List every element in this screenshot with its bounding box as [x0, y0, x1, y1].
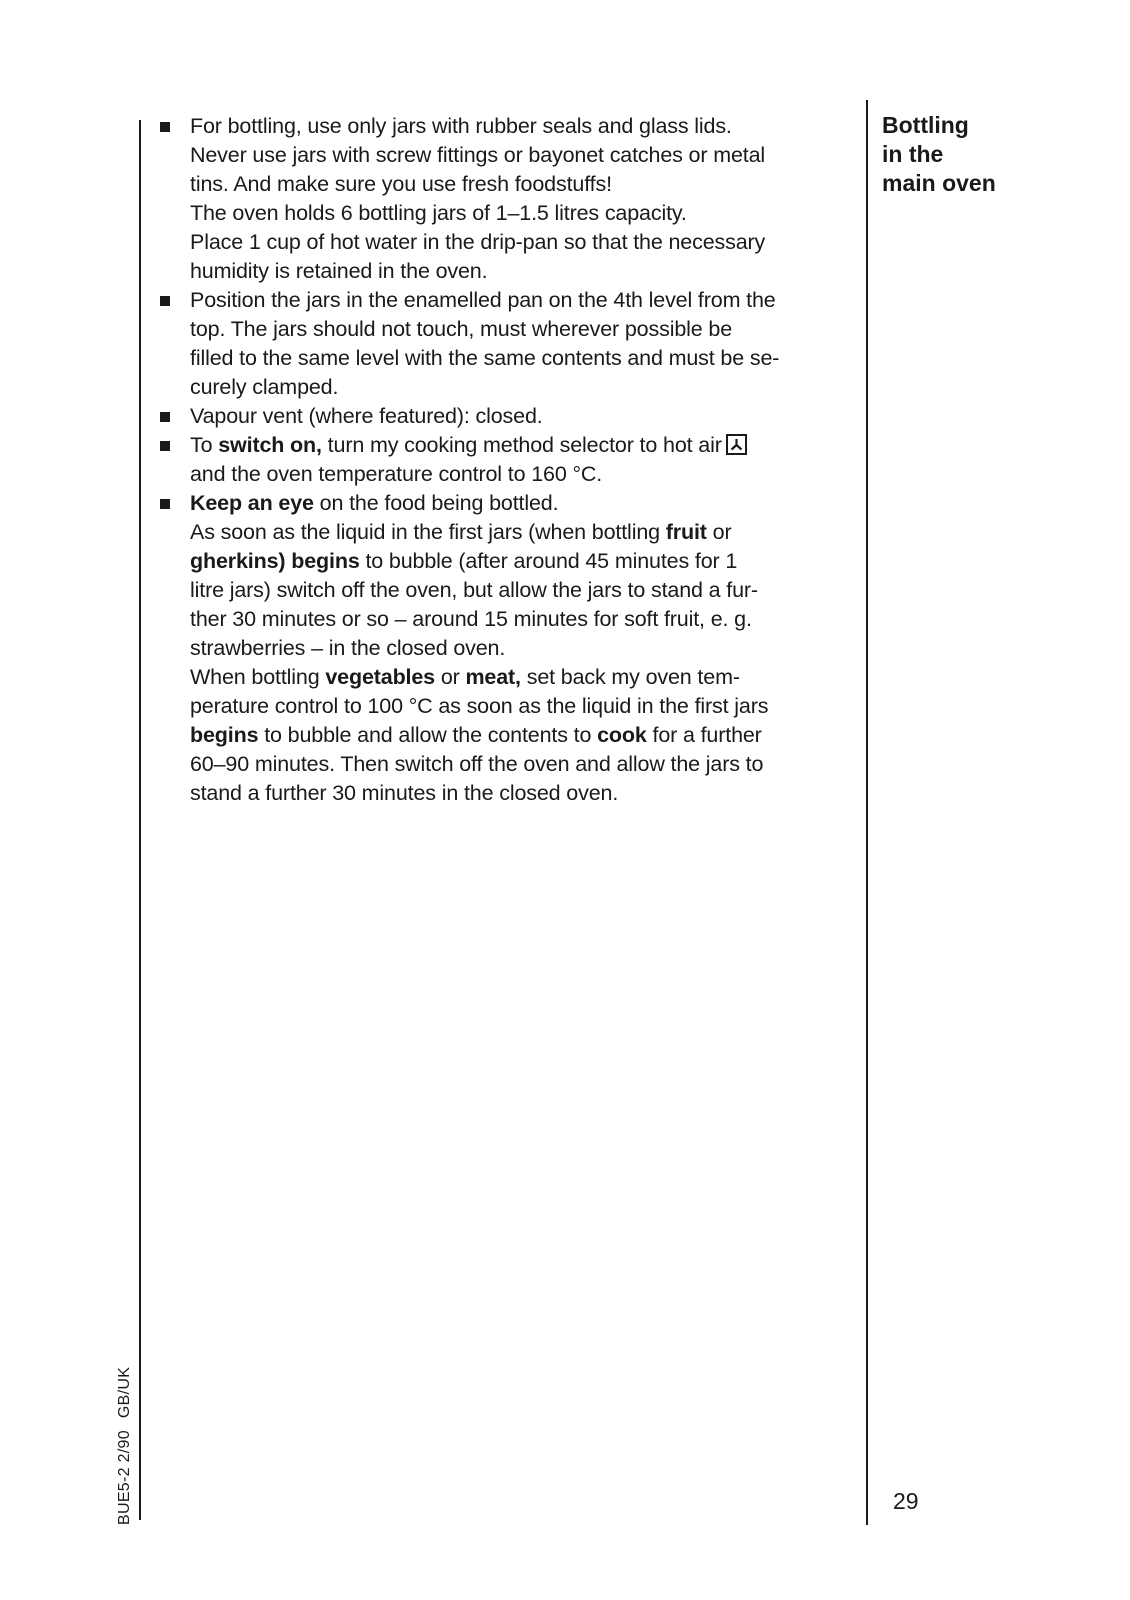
bold-term: gherkins) begins: [190, 549, 360, 573]
bold-term: vegetables: [325, 665, 435, 689]
bold-term: switch on,: [218, 433, 322, 457]
bold-term: meat,: [465, 665, 521, 689]
square-bullet-icon: [160, 296, 170, 306]
text-line: As soon as the liquid in the first jars (when bottling fruit or: [190, 520, 732, 544]
text-line: perature control to 100 °C as soon as the liquid in the first jars: [190, 694, 769, 718]
text-line: Vapour vent (where featured): closed.: [190, 404, 543, 428]
instructions-column: [160, 112, 848, 808]
text-line: For bottling, use only jars with rubber seals and glass lids.: [190, 114, 732, 138]
hot-air-fan-icon: [726, 434, 747, 455]
text-line: strawberries – in the closed oven.: [190, 636, 506, 660]
square-bullet-icon: [160, 499, 170, 509]
text-line: Keep an eye on the food being bottled.: [190, 491, 559, 515]
section-heading-line: in the: [882, 141, 944, 167]
bullet-item-position: [160, 286, 848, 402]
text-line: top. The jars should not touch, must wherever possible be: [190, 317, 732, 341]
section-heading-line: Bottling: [882, 112, 969, 138]
left-margin-rule: [139, 120, 141, 1520]
text-line: ther 30 minutes or so – around 15 minutes for soft fruit, e. g.: [190, 607, 752, 631]
text-line: humidity is retained in the oven.: [190, 259, 488, 283]
text-line: begins to bubble and allow the contents to cook for a further: [190, 723, 762, 747]
text-line: Place 1 cup of hot water in the drip-pan so that the necessary: [190, 230, 766, 254]
document-code-id: BUE5-2 2/90: [116, 1430, 133, 1525]
document-region: GB/UK: [116, 1366, 133, 1419]
bullet-item-vapour-vent: [160, 402, 848, 431]
square-bullet-icon: [160, 412, 170, 422]
section-heading-line: main oven: [882, 170, 996, 196]
text-line: Position the jars in the enamelled pan on the 4th level from the: [190, 288, 776, 312]
bold-term: fruit: [665, 520, 707, 544]
bullet-item-jars: [160, 112, 848, 286]
text-line: The oven holds 6 bottling jars of 1–1.5 litres capacity.: [190, 201, 687, 225]
text-line: When bottling vegetables or meat, set back my oven tem-: [190, 665, 740, 689]
page-number: 29: [893, 1488, 919, 1514]
column-divider-rule: [866, 100, 868, 1525]
text-line: litre jars) switch off the oven, but allow the jars to stand a fur-: [190, 578, 758, 602]
text-line: curely clamped.: [190, 375, 339, 399]
section-heading: [882, 111, 1082, 198]
text-line: To switch on, turn my cooking method selector to hot air: [190, 431, 848, 460]
bold-term: begins: [190, 723, 259, 747]
text-line: and the oven temperature control to 160 °C.: [190, 462, 603, 486]
text-line: gherkins) begins to bubble (after around 45 minutes for 1: [190, 549, 738, 573]
square-bullet-icon: [160, 122, 170, 132]
text-line: Never use jars with screw fittings or bayonet catches or metal: [190, 143, 766, 167]
text-line: tins. And make sure you use fresh foodstuffs!: [190, 172, 612, 196]
bullet-item-switch-on: [160, 431, 848, 489]
text-line: stand a further 30 minutes in the closed oven.: [190, 781, 619, 805]
square-bullet-icon: [160, 441, 170, 451]
bullet-item-keep-an-eye: [160, 489, 848, 808]
bold-term: cook: [597, 723, 647, 747]
bold-term: Keep an eye: [190, 491, 314, 515]
document-code: [116, 1367, 134, 1525]
text-line: 60–90 minutes. Then switch off the oven and allow the jars to: [190, 752, 764, 776]
text-line: filled to the same level with the same contents and must be se-: [190, 346, 780, 370]
